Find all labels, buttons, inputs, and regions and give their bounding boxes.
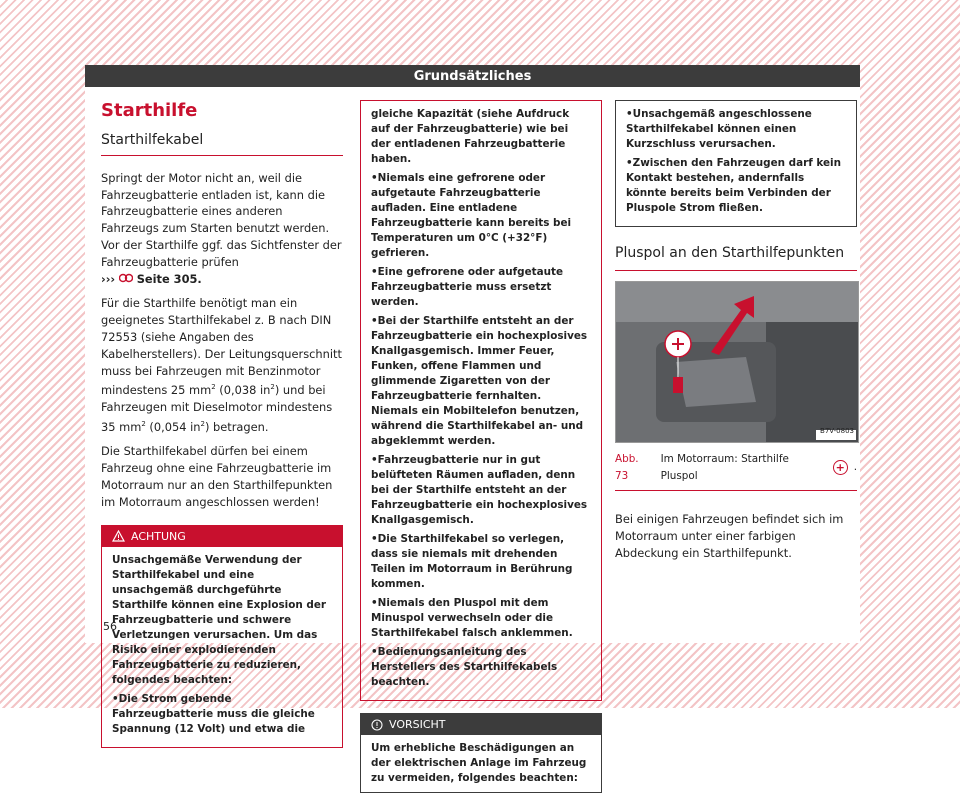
achtung-bullet: •Fahrzeugbatterie nur in gut belüfteten Räumen aufladen, denn bei der Starthilfe entsteht an der Fahrzeugbatterie ein hochexplosives Knallgasgemisch.: [371, 454, 588, 526]
vorsicht-body-continued: [616, 101, 856, 226]
bullet-icon: •: [371, 266, 378, 278]
bullet-icon: •: [371, 597, 378, 609]
caption-text: Im Motorraum: Starthilfe Pluspol: [660, 452, 789, 482]
bullet-icon: •: [626, 157, 633, 169]
paragraph-cable: Für die Starthilfe benötigt man ein geeignetes Starthilfekabel z. B nach DIN 72553 (siehe Angaben des Kabelherstellers). Der Leitungsquerschnitt muss bei Fahrzeugen mit Benzinmotor mindestens 25 $mm^2$ (0,038 $in^2$) und bei Fahrzeugen mit Dieselmotor mindestens 35 $mm^2$ (0,054 $in^2$) betragen.: [101, 296, 342, 434]
engine-bay-illustration: [616, 282, 858, 442]
achtung-bullet: •Bei der Starthilfe entsteht an der Fahrzeugbatterie ein hochexplosives Knallgasgemisch. Immer Feuer, Funken, offene Flammen und glimmende Zigaretten von der Fahrzeugbatterie fernhalten. Niemals ein Mobiltelefon benutzen, während die Starthilfekabel an- und abgeklemmt werden.: [371, 315, 588, 447]
achtung-box: [101, 525, 343, 748]
bullet-icon: •: [371, 315, 378, 327]
achtung-box-continued: [360, 100, 602, 701]
achtung-bullet: •Niemals eine gefrorene oder aufgetaute Fahrzeugbatterie aufladen. Eine entladene Fahrzeugbatterie kann bereits bei Temperaturen um 0°C (+32°F) gefrieren.: [371, 172, 572, 259]
column-3: [615, 100, 857, 570]
section-title: Starthilfe: [101, 100, 198, 121]
achtung-bullet: •Die Strom gebende Fahrzeugbatterie muss die gleiche Spannung (12 Volt) und etwa die: [112, 692, 315, 735]
figure-code: B7V-0803: [820, 427, 854, 435]
paragraph-intro: Springt der Motor nicht an, weil die Fahrzeugbatterie entladen ist, kann die Fahrzeugbatterie eines anderen Fahrzeugs zum Starten benutzt werden. Vor der Starthilfe ggf. das Sichtfenster der Fahrzeugbatterie prüfen ››› Seite 305.: [101, 170, 342, 286]
page-ref-arrows: ›››: [101, 271, 120, 286]
achtung-bullet: •Die Starthilfekabel so verlegen, dass sie niemals mit drehenden Teilen im Motorraum in Berührung kommen.: [371, 533, 573, 590]
achtung-body: Unsachgemäße Verwendung der Starthilfekabel und eine unsachgemäß durchgeführte Starthilfe können eine Explosion der Fahrzeugbatterie und schwere Verletzungen verursachen. Um das Risiko einer explodierenden Fahrzeugbatterie zu reduzieren, folgendes beachten: •Die Strom gebende Fahrzeugbatterie muss die gleiche Spannung (12 Volt) und etwa die: [102, 547, 342, 747]
paragraph-connect: Die Starthilfekabel dürfen bei einem Fahrzeug ohne eine Fahrzeugbatterie im Motorraum nur an den Starthilfepunkten im Motorraum angeschlossen werden!: [101, 444, 333, 509]
warning-icon: [112, 530, 125, 542]
page-number: 56: [103, 620, 117, 633]
column-2: [360, 100, 602, 793]
vorsicht-box-continued: [615, 100, 857, 227]
column-1: [101, 100, 343, 748]
wrench-icon: [119, 273, 133, 283]
achtung-bullet: •Eine gefrorene oder aufgetaute Fahrzeugbatterie muss ersetzt werden.: [371, 266, 564, 308]
bullet-icon: •: [626, 108, 633, 120]
paragraph-pluspol: Bei einigen Fahrzeugen befindet sich im Motorraum unter einer farbigen Abdeckung ein Starthilfepunkt.: [615, 512, 844, 560]
engine-bay-figure: [615, 281, 859, 443]
bullet-icon: •: [371, 646, 378, 658]
bullet-icon: •: [371, 172, 378, 184]
bullet-icon: •: [371, 454, 378, 466]
vorsicht-body: Um erhebliche Beschädigungen an der elektrischen Anlage im Fahrzeug zu vermeiden, folgendes beachten:: [371, 742, 587, 784]
info-circle-icon: [371, 719, 383, 731]
vorsicht-bullet: •Zwischen den Fahrzeugen darf kein Kontakt bestehen, andernfalls könnte bereits beim Verbinden der Pluspole Strom fließen.: [626, 157, 842, 214]
figure-caption: Abb. 73 Im Motorraum: Starthilfe Pluspol + .: [615, 451, 857, 492]
achtung-body-continued: gleiche Kapazität (siehe Aufdruck auf der Fahrzeugbatterie) wie bei der entladenen Fahrzeugbatterie haben. •Niemals eine gefrorene oder aufgetaute Fahrzeugbatterie aufladen. Eine entladene Fahrzeugbatterie kann bereits bei Temperaturen um 0°C (+32°F) gefrieren. •Eine gefrorene oder aufgetaute Fahrzeugbatterie muss ersetzt werden. •Bei der Starthilfe entsteht an der Fahrzeugbatterie ein hochexplosives Knallgasgemisch. Immer Feuer, Funken, offene Flammen und glimmende Zigaretten von der Fahrzeugbatterie fernhalten. Niemals ein Mobiltelefon benutzen, während die Starthilfekabel an- und abgeklemmt werden. •Fahrzeugbatterie nur in gut belüfteten Räumen aufladen, denn bei der Starthilfe entsteht an der Fahrzeugbatterie ein hochexplosives Knallgasgemisch. •Die Starthilfekabel so verlegen, dass sie niemals mit drehenden Teilen im Motorraum in Berührung kommen. •Niemals den Pluspol mit dem Minuspol verwechseln oder die Starthilfekabel falsch anklemmen. •Bedienungsanleitung des Herstellers des Starthilfekabels beachten.: [361, 101, 601, 700]
achtung-header: ACHTUNG: [102, 526, 342, 547]
achtung-bullet: •Bedienungsanleitung des Herstellers des Starthilfekabels beachten.: [371, 646, 558, 688]
section-subtitle: Starthilfekabel: [101, 132, 343, 156]
achtung-bullet: •Niemals den Pluspol mit dem Minuspol verwechseln oder die Starthilfekabel falsch anklemmen.: [371, 597, 573, 639]
vorsicht-header: VORSICHT: [361, 714, 601, 735]
page-header: [85, 65, 860, 87]
header-title: Grundsätzliches: [413, 68, 532, 84]
page-ref-link[interactable]: Seite 305.: [136, 271, 202, 286]
bullet-icon: •: [112, 692, 119, 705]
vorsicht-box: [360, 713, 602, 793]
caption-label: Abb. 73: [615, 452, 639, 482]
pluspol-title: Pluspol an den Starthilfepunkten: [615, 245, 857, 271]
plus-circle-icon: +: [833, 460, 848, 475]
bullet-icon: •: [371, 533, 378, 545]
vorsicht-bullet: •Unsachgemäß angeschlossene Starthilfekabel können einen Kurzschluss verursachen.: [626, 108, 812, 150]
